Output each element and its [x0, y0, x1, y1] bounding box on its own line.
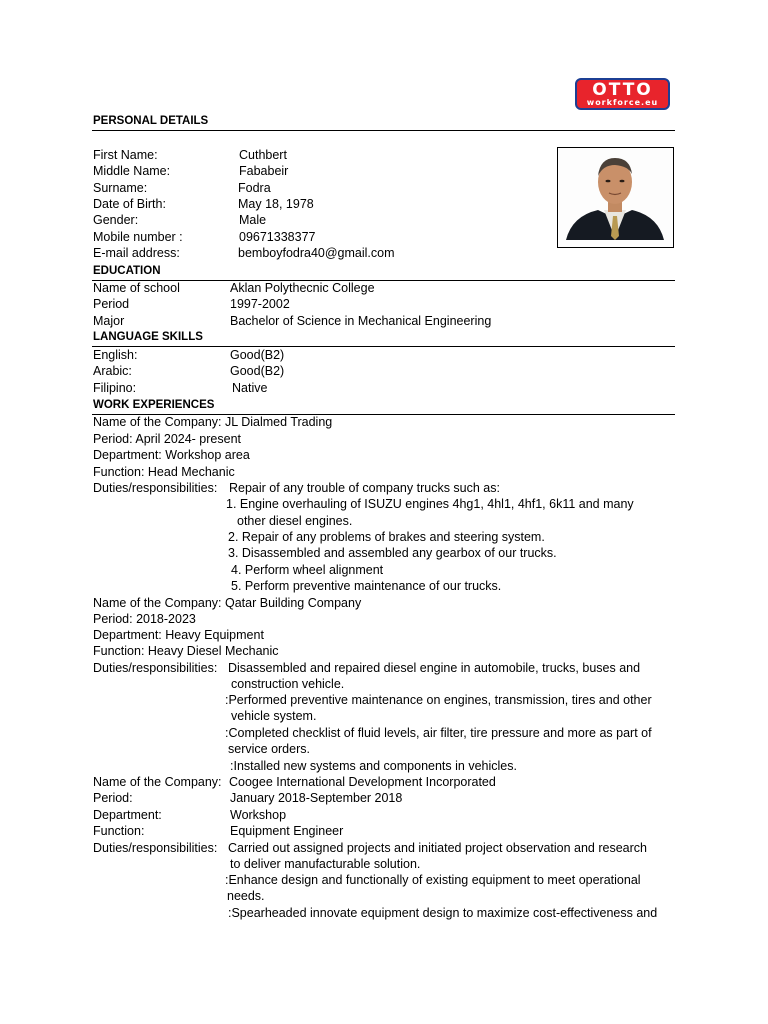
- label-surname: Surname:: [93, 181, 148, 195]
- job2-function: Function: Heavy Diesel Mechanic: [93, 644, 279, 658]
- value-middle-name: Fababeir: [239, 164, 289, 178]
- label-date-of-birth: Date of Birth:: [93, 197, 166, 211]
- label-period: Period: [93, 297, 130, 311]
- heading-education: EDUCATION: [93, 265, 161, 277]
- job1-duty-5: 5. Perform preventive maintenance of our trucks.: [231, 579, 502, 593]
- job1-duties-label: Duties/responsibilities:: [93, 481, 218, 495]
- job1-duty-1: 1. Engine overhauling of ISUZU engines 4hg1, 4hl1, 4hf1, 6k11 and many: [226, 497, 634, 511]
- value-email-address: bemboyfodra40@gmail.com: [238, 246, 395, 260]
- job1-function: Function: Head Mechanic: [93, 465, 235, 479]
- value-surname: Fodra: [238, 181, 271, 195]
- profile-photo: [557, 147, 674, 248]
- heading-work-experiences: WORK EXPERIENCES: [93, 399, 215, 411]
- job1-period: Period: April 2024- present: [93, 432, 242, 446]
- job1-duty-4: 4. Perform wheel alignment: [231, 563, 384, 577]
- job3-duty-1: Carried out assigned projects and initiated project observation and research: [228, 841, 647, 855]
- label-gender: Gender:: [93, 213, 139, 227]
- job3-duties-label: Duties/responsibilities:: [93, 841, 218, 855]
- logo-main-text: OTTO: [592, 80, 653, 100]
- value-school: Aklan Polythecnic College: [230, 281, 375, 295]
- job2-duty-4: :Installed new systems and components in vehicles.: [230, 759, 517, 773]
- value-mobile-number: 09671338377: [239, 230, 316, 244]
- job3-duty-3: :Spearheaded innovate equipment design to maximize cost-effectiveness and: [228, 906, 658, 920]
- heading-language-skills: LANGUAGE SKILLS: [93, 331, 203, 343]
- divider: [92, 130, 675, 131]
- job1-duties-intro: Repair of any trouble of company trucks such as:: [229, 481, 500, 495]
- label-school: Name of school: [93, 281, 180, 295]
- label-middle-name: Middle Name:: [93, 164, 171, 178]
- job3-company-label: Name of the Company:: [93, 775, 222, 789]
- job3-department-label: Department:: [93, 808, 162, 822]
- value-first-name: Cuthbert: [239, 148, 287, 162]
- job1-duty-3: 3. Disassembled and assembled any gearbox of our trucks.: [228, 546, 557, 560]
- label-mobile-number: Mobile number :: [93, 230, 183, 244]
- job3-period: January 2018-September 2018: [230, 791, 403, 805]
- job1-company: Name of the Company: JL Dialmed Trading: [93, 415, 333, 429]
- job3-company: Coogee International Development Incorporated: [229, 775, 496, 789]
- label-major: Major: [93, 314, 125, 328]
- divider: [92, 346, 675, 347]
- label-email-address: E-mail address:: [93, 246, 180, 260]
- job1-department: Department: Workshop area: [93, 448, 250, 462]
- job2-duty-1-cont: construction vehicle.: [231, 677, 345, 691]
- job2-period: Period: 2018-2023: [93, 612, 196, 626]
- value-period: 1997-2002: [230, 297, 290, 311]
- value-english: Good(B2): [230, 348, 285, 362]
- company-logo: [575, 78, 670, 110]
- job2-duty-2-cont: vehicle system.: [231, 709, 317, 723]
- job2-department: Department: Heavy Equipment: [93, 628, 264, 642]
- label-filipino: Filipino:: [93, 381, 137, 395]
- value-arabic: Good(B2): [230, 364, 285, 378]
- job3-function-label: Function:: [93, 824, 145, 838]
- logo-sub-text: workforce.eu: [586, 98, 659, 107]
- job2-company: Name of the Company: Qatar Building Company: [93, 596, 362, 610]
- job1-duty-1-cont: other diesel engines.: [237, 514, 353, 528]
- label-first-name: First Name:: [93, 148, 158, 162]
- job2-duty-2: :Performed preventive maintenance on engines, transmission, tires and other: [225, 693, 652, 707]
- job3-duty-2-cont: needs.: [227, 889, 265, 903]
- job3-department: Workshop: [230, 808, 287, 822]
- job3-function: Equipment Engineer: [230, 824, 344, 838]
- job3-duty-2: :Enhance design and functionally of existing equipment to meet operational: [225, 873, 641, 887]
- job2-duty-3-cont: service orders.: [228, 742, 310, 756]
- job2-duty-1: Disassembled and repaired diesel engine in automobile, trucks, buses and: [228, 661, 641, 675]
- job2-duties-label: Duties/responsibilities:: [93, 661, 218, 675]
- job3-period-label: Period:: [93, 791, 133, 805]
- value-date-of-birth: May 18, 1978: [238, 197, 314, 211]
- label-arabic: Arabic:: [93, 364, 132, 378]
- job2-duty-3: :Completed checklist of fluid levels, air filter, tire pressure and more as part of: [225, 726, 652, 740]
- value-filipino: Native: [232, 381, 268, 395]
- job1-duty-2: 2. Repair of any problems of brakes and steering system.: [228, 530, 545, 544]
- label-english: English:: [93, 348, 138, 362]
- value-major: Bachelor of Science in Mechanical Engineering: [230, 314, 492, 328]
- job3-duty-1-cont: to deliver manufacturable solution.: [230, 857, 421, 871]
- heading-personal-details: PERSONAL DETAILS: [93, 115, 209, 127]
- value-gender: Male: [239, 213, 267, 227]
